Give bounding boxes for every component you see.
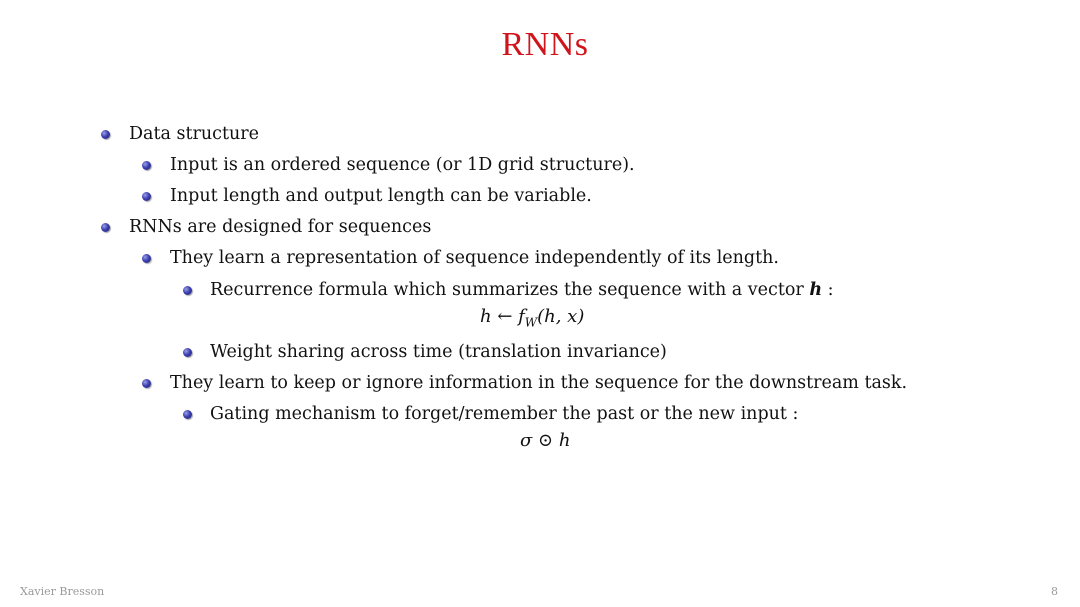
bullet-icon (101, 130, 110, 139)
math-vector-h: h (809, 280, 823, 300)
bullet-icon (183, 348, 192, 357)
footer-author: Xavier Bresson (20, 585, 105, 598)
bullet-item-data-structure: Data structure (129, 124, 259, 144)
slide-title: RNNs (501, 26, 589, 63)
bullet-item-gating-mechanism: Gating mechanism to forget/remember the past or the new input : (210, 404, 799, 424)
formula-recurrence (480, 306, 584, 334)
bullet-icon (142, 379, 151, 388)
bullet-icon (183, 410, 192, 419)
bullet-icon (142, 192, 151, 201)
bullet-item-ordered-sequence: Input is an ordered sequence (or 1D grid structure). (170, 155, 635, 175)
formula-recurrence-rhs: (h, x) (537, 306, 585, 327)
bullet-icon (142, 161, 151, 170)
bullet-item-keep-ignore: They learn to keep or ignore information in the sequence for the downstream task. (170, 373, 908, 393)
bullet-icon (101, 223, 110, 232)
formula-recurrence-lhs: h ← f (480, 306, 525, 327)
bullet-item-recurrence-formula (210, 279, 834, 301)
bullet-icon (142, 254, 151, 263)
formula-recurrence-sub: W (524, 315, 538, 330)
formula-gating: σ ⊙ h (520, 430, 571, 451)
bullet-item-weight-sharing: Weight sharing across time (translation invariance) (210, 342, 667, 362)
bullet-icon (183, 286, 192, 295)
recurrence-text: Recurrence formula which summarizes the sequence with a vector (210, 280, 804, 300)
recurrence-colon: : (822, 280, 834, 300)
footer-page-number: 8 (1051, 585, 1058, 598)
bullet-item-variable-length: Input length and output length can be variable. (170, 186, 592, 206)
bullet-item-rnns-designed: RNNs are designed for sequences (129, 217, 432, 237)
bullet-item-learn-representation: They learn a representation of sequence independently of its length. (170, 248, 779, 268)
